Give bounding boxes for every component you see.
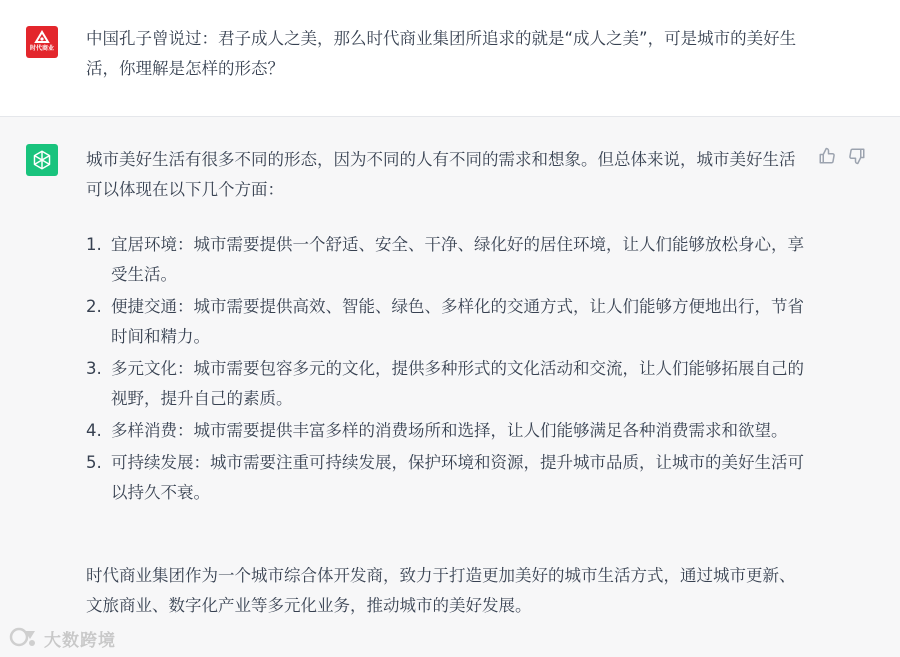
brand-logo-icon bbox=[34, 30, 50, 44]
assistant-conclusion: 时代商业集团作为一个城市综合体开发商，致力于打造更加美好的城市生活方式，通过城市更新、文旅商业、数字化产业等多元化业务，推动城市的美好发展。 bbox=[86, 566, 796, 615]
list-item-number: 1. bbox=[86, 235, 102, 254]
user-avatar bbox=[26, 26, 58, 58]
list-item-text: 多元文化：城市需要包容多元的文化，提供多种形式的文化活动和交流，让人们能够拓展自己的视野，提升自己的素质。 bbox=[111, 359, 804, 408]
list-item-number: 5. bbox=[86, 453, 102, 472]
assistant-message bbox=[0, 117, 900, 657]
assistant-intro: 城市美好生活有很多不同的形态，因为不同的人有不同的需求和想象。但总体来说，城市美好生活可以体现在以下几个方面： bbox=[86, 150, 796, 199]
list-item-number: 4. bbox=[86, 421, 102, 440]
user-message-text: 中国孔子曾说过：君子成人之美，那么时代商业集团所追求的就是“成人之美”，可是城市的美好生活，你理解是怎样的形态？ bbox=[86, 29, 797, 78]
list-item bbox=[86, 230, 808, 290]
list-item-text: 宜居环境：城市需要提供一个舒适、安全、干净、绿化好的居住环境，让人们能够放松身心，享受生活。 bbox=[111, 235, 804, 284]
list-item bbox=[86, 292, 808, 352]
list-item-text: 便捷交通：城市需要提供高效、智能、绿色、多样化的交通方式，让人们能够方便地出行，节省时间和精力。 bbox=[111, 297, 804, 346]
list-item bbox=[86, 354, 808, 414]
feedback-actions bbox=[818, 147, 868, 167]
watermark-logo-icon bbox=[8, 626, 38, 648]
openai-logo-icon bbox=[31, 149, 53, 171]
list-item bbox=[86, 416, 808, 446]
aspects-list bbox=[86, 230, 808, 510]
thumbs-down-icon[interactable] bbox=[848, 147, 866, 165]
user-avatar-label: 时代商业 bbox=[29, 45, 54, 52]
watermark-text: 大数跨境 bbox=[44, 631, 116, 651]
list-item-number: 2. bbox=[86, 297, 102, 316]
thumbs-up-icon[interactable] bbox=[818, 147, 836, 165]
user-message bbox=[0, 0, 900, 117]
assistant-avatar bbox=[26, 144, 58, 176]
list-item-text: 可持续发展：城市需要注重可持续发展，保护环境和资源，提升城市品质，让城市的美好生活可以持久不衰。 bbox=[111, 453, 804, 502]
list-item-text: 多样消费：城市需要提供丰富多样的消费场所和选择，让人们能够满足各种消费需求和欲望。 bbox=[111, 421, 788, 440]
list-item-number: 3. bbox=[86, 359, 102, 378]
list-item bbox=[86, 448, 808, 508]
